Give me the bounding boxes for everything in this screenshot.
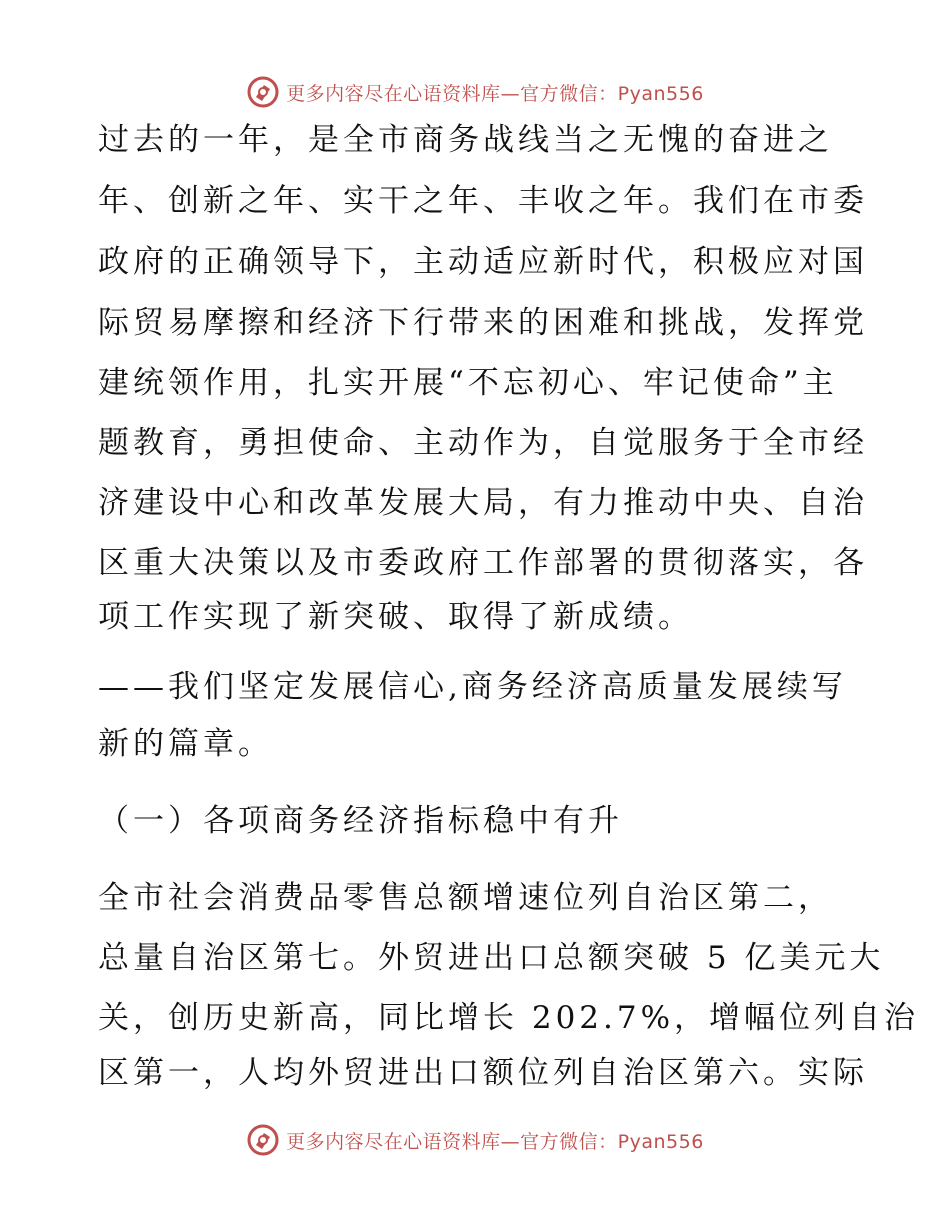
body-line: 年、创新之年、实干之年、丰收之年。我们在市委	[98, 183, 868, 219]
section-intro-line: ——我们坚定发展信心,商务经济高质量发展续写	[98, 669, 847, 705]
body-line: 际贸易摩擦和经济下行带来的困难和挑战，发挥党	[98, 305, 868, 341]
footer-watermark-text: 更多内容尽在心语资料库—官方微信：Pyan556	[286, 1130, 704, 1153]
body-line: 过去的一年，是全市商务战线当之无愧的奋进之	[98, 122, 833, 158]
body-line: 题教育，勇担使命、主动作为，自觉服务于全市经	[98, 425, 868, 461]
body-line: 总量自治区第七。外贸进出口总额突破 5 亿美元大	[98, 940, 885, 976]
section-heading: （一）各项商务经济指标稳中有升	[98, 803, 623, 839]
body-line: 建统领作用，扎实开展“不忘初心、牢记使命”主	[98, 365, 838, 401]
header-watermark-text: 更多内容尽在心语资料库—官方微信：Pyan556	[286, 82, 704, 105]
section-intro-line: 新的篇章。	[98, 726, 273, 762]
body-line: 济建设中心和改革发展大局，有力推动中央、自治	[98, 485, 868, 521]
footer-watermark	[0, 1120, 950, 1160]
header-watermark	[0, 72, 950, 112]
seal-logo-icon	[246, 75, 280, 109]
body-line: 项工作实现了新突破、取得了新成绩。	[98, 599, 693, 635]
seal-logo-icon	[246, 1123, 280, 1157]
body-line: 全市社会消费品零售总额增速位列自治区第二，	[98, 880, 833, 916]
body-line: 政府的正确领导下，主动适应新时代，积极应对国	[98, 244, 868, 280]
body-line: 区第一，人均外贸进出口额位列自治区第六。实际	[98, 1055, 868, 1091]
body-line: 区重大决策以及市委政府工作部署的贯彻落实，各	[98, 545, 868, 581]
body-line: 关，创历史新高，同比增长 202.7%，增幅位列自治	[98, 1000, 920, 1036]
